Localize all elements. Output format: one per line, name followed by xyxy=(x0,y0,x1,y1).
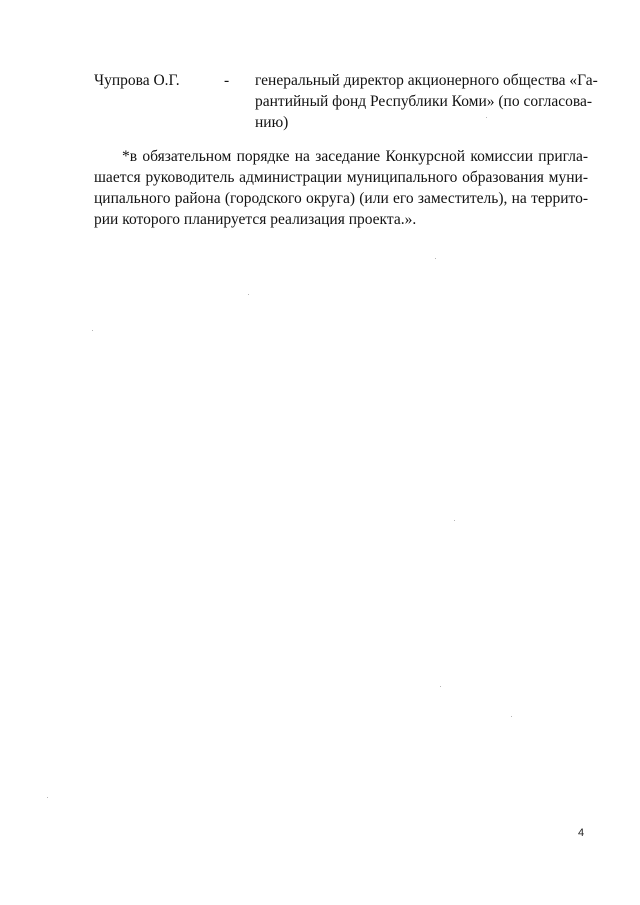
commission-member-entry xyxy=(94,70,598,131)
member-name: Чупрова О.Г. xyxy=(94,72,180,89)
footnote-paragraph xyxy=(94,146,588,230)
footnote-line: шается руководитель администрации муниципального образования муни- xyxy=(94,169,588,186)
member-role xyxy=(255,70,598,133)
scan-speck xyxy=(511,716,512,717)
page-number: 4 xyxy=(578,827,585,839)
scan-speck xyxy=(440,686,441,687)
scan-speck xyxy=(454,520,455,521)
scan-speck xyxy=(47,797,48,798)
member-role-line: рантийный фонд Республики Коми» (по согласова- xyxy=(255,93,593,110)
footnote-line: *в обязательном порядке на заседание Конкурсной комиссии пригла- xyxy=(122,148,588,165)
scan-speck xyxy=(92,330,93,331)
member-role-line: генеральный директор акционерного общества «Га- xyxy=(255,72,598,89)
member-role-line: нию) xyxy=(255,114,289,131)
member-dash: - xyxy=(224,72,230,89)
scan-speck xyxy=(486,117,487,118)
footnote-line: ципального района (городского округа) (или его заместитель), на террито- xyxy=(94,190,588,207)
footnote-line: рии которого планируется реализация проекта.». xyxy=(94,211,417,228)
scan-speck xyxy=(248,294,249,295)
scan-speck xyxy=(435,258,436,259)
